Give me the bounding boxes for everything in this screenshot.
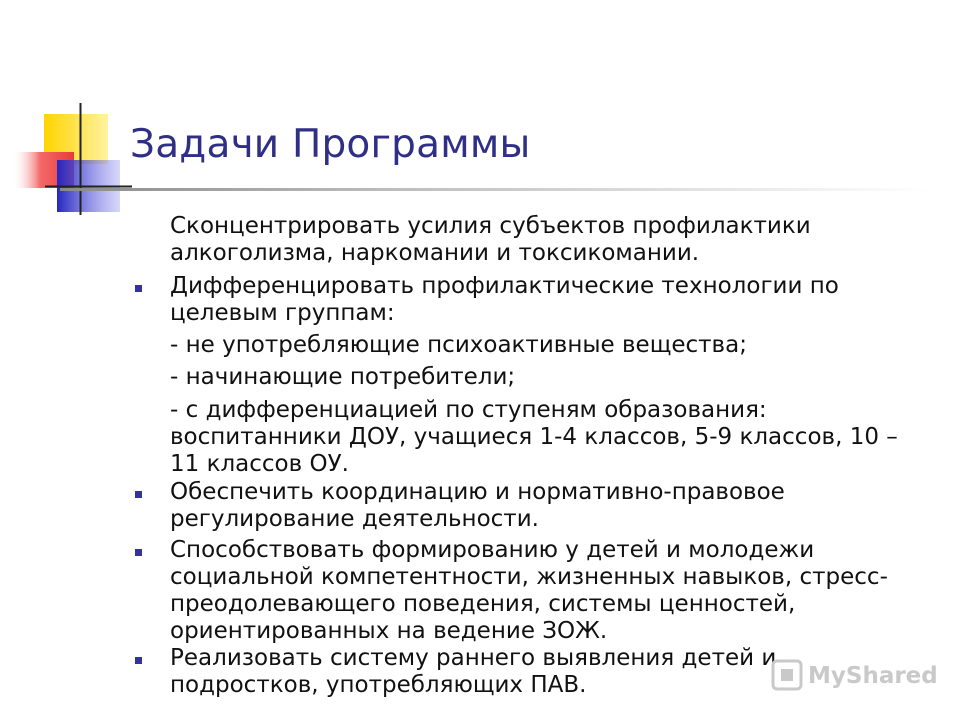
list-item-line: преодолевающего поведения, системы ценностей, <box>170 591 796 617</box>
list-item-line: - с дифференциацией по ступеням образования: <box>170 397 767 423</box>
list-item <box>170 479 785 533</box>
list-item-line: - начинающие потребители; <box>170 364 516 390</box>
list-item-line: Обеспечить координацию и нормативно-правовое <box>170 479 785 505</box>
bullet-icon <box>135 491 142 498</box>
list-item-line: ориентированных на ведение ЗОЖ. <box>170 618 608 644</box>
list-item-line: целевым группам: <box>170 300 395 326</box>
bullet-icon <box>135 549 142 556</box>
list-item-line: алкоголизма, наркомании и токсикомании. <box>170 240 700 266</box>
list-item-line: Дифференцировать профилактические технологии по <box>170 273 839 299</box>
list-item-line: воспитанники ДОУ, учащиеся 1-4 классов, 5-9 классов, 10 – <box>170 424 898 450</box>
bullet-icon <box>135 657 142 664</box>
list-item-line: Реализовать систему раннего выявления детей и <box>170 645 777 671</box>
bullet-icon <box>135 285 142 292</box>
list-item-line: Сконцентрировать усилия субъектов профилактики <box>170 213 811 239</box>
list-item-line: подростков, употребляющих ПАВ. <box>170 672 587 698</box>
list-item <box>170 364 515 391</box>
list-item <box>170 537 888 645</box>
list-item <box>170 213 811 267</box>
list-item <box>170 645 776 699</box>
list-item-line: - не употребляющие психоактивные вещества; <box>170 332 747 358</box>
myshared-logo-icon <box>770 658 804 692</box>
title-underline <box>60 188 930 191</box>
slide-title: Задачи Программы <box>130 122 531 167</box>
list-item-line: социальной компетентности, жизненных навыков, стресс- <box>170 564 888 590</box>
list-item-line: Способствовать формированию у детей и молодежи <box>170 537 815 563</box>
list-item-line: 11 классов ОУ. <box>170 451 349 477</box>
list-item <box>170 332 747 359</box>
list-item <box>170 397 898 478</box>
list-item <box>170 273 839 327</box>
watermark <box>770 652 938 700</box>
watermark-text: MyShared <box>808 663 938 689</box>
list-item-line: регулирование деятельности. <box>170 506 539 532</box>
decorative-squares-graphic <box>0 0 140 230</box>
